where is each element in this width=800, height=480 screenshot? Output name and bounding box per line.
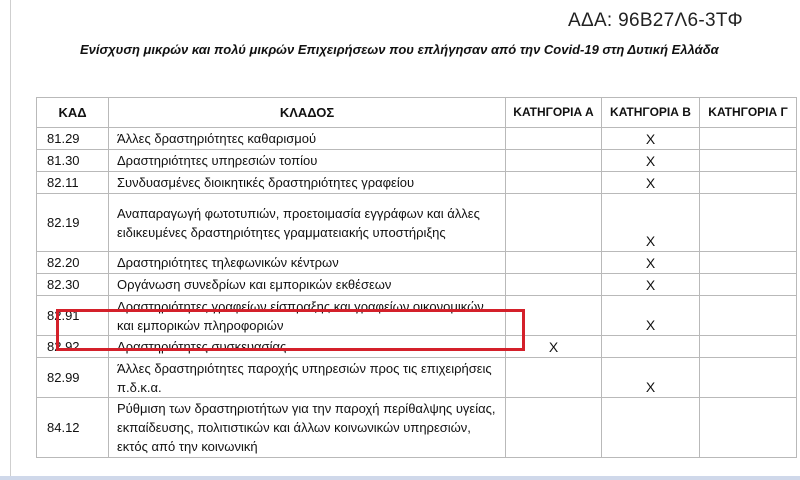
kad-cell: 82.11 [37, 172, 109, 194]
table-row-highlighted [37, 296, 797, 336]
table-row [37, 274, 797, 296]
header-category-a: ΚΑΤΗΓΟΡΙΑ Α [506, 98, 602, 128]
kad-cell: 82.99 [37, 358, 109, 398]
kad-cell: 82.20 [37, 252, 109, 274]
klados-cell: Δραστηριότητες υπηρεσιών τοπίου [109, 150, 506, 172]
category-g-cell [700, 296, 797, 336]
klados-cell: Άλλες δραστηριότητες καθαρισμού [109, 128, 506, 150]
table-row [37, 398, 797, 458]
category-g-cell [700, 194, 797, 252]
category-g-cell [700, 150, 797, 172]
klados-cell: Δραστηριότητες γραφείων είσπραξης και γραφείων οικονομικών και εμπορικών πληροφοριών [109, 296, 506, 336]
header-category-g: ΚΑΤΗΓΟΡΙΑ Γ [700, 98, 797, 128]
category-a-cell [506, 128, 602, 150]
klados-cell: Δραστηριότητες συσκευασίας [109, 336, 506, 358]
category-a-cell: Χ [506, 336, 602, 358]
category-g-cell [700, 358, 797, 398]
category-a-cell [506, 252, 602, 274]
category-a-cell [506, 358, 602, 398]
header-klados: ΚΛΑΔΟΣ [109, 98, 506, 128]
ada-code: ΑΔΑ: 96Β27Λ6-3ΤΦ [568, 10, 743, 31]
page-left-border [10, 0, 11, 480]
category-b-cell: Χ [602, 296, 700, 336]
klados-cell: Δραστηριότητες τηλεφωνικών κέντρων [109, 252, 506, 274]
category-b-cell: Χ [602, 252, 700, 274]
category-b-cell: Χ [602, 358, 700, 398]
category-a-cell [506, 398, 602, 458]
category-g-cell [700, 172, 797, 194]
category-g-cell [700, 252, 797, 274]
kad-cell: 82.92 [37, 336, 109, 358]
category-a-cell [506, 194, 602, 252]
table-row [37, 336, 797, 358]
kad-cell: 82.91 [37, 296, 109, 336]
klados-cell: Συνδυασμένες διοικητικές δραστηριότητες γραφείου [109, 172, 506, 194]
table-row [37, 150, 797, 172]
klados-cell: Άλλες δραστηριότητες παροχής υπηρεσιών προς τις επιχειρήσεις π.δ.κ.α. [109, 358, 506, 398]
category-a-cell [506, 150, 602, 172]
table-row [37, 172, 797, 194]
category-g-cell [700, 128, 797, 150]
klados-cell: Ρύθμιση των δραστηριοτήτων για την παροχή περίθαλψης υγείας, εκπαίδευσης, πολιτιστικών και άλλων κοινωνικών υπηρεσιών, εκτός από την κοινωνική [109, 398, 506, 458]
table-row [37, 194, 797, 252]
category-a-cell [506, 172, 602, 194]
table-row [37, 252, 797, 274]
kad-cell: 82.30 [37, 274, 109, 296]
category-b-cell: Χ [602, 150, 700, 172]
category-g-cell [700, 336, 797, 358]
klados-cell: Οργάνωση συνεδρίων και εμπορικών εκθέσεων [109, 274, 506, 296]
klados-cell: Αναπαραγωγή φωτοτυπιών, προετοιμασία εγγράφων και άλλες ειδικευμένες δραστηριότητες γραμματειακής υποστήριξης [109, 194, 506, 252]
category-b-cell: Χ [602, 194, 700, 252]
bottom-scroll-strip [0, 476, 800, 480]
kad-cell: 81.29 [37, 128, 109, 150]
document-subtitle: Ενίσχυση μικρών και πολύ μικρών Επιχειρήσεων που επλήγησαν από την Covid-19 στη Δυτική Ελλάδα [80, 42, 719, 57]
category-b-cell: Χ [602, 172, 700, 194]
kad-cell: 82.19 [37, 194, 109, 252]
header-kad: ΚΑΔ [37, 98, 109, 128]
table-header-row [37, 98, 797, 128]
category-b-cell [602, 398, 700, 458]
table-row [37, 358, 797, 398]
category-a-cell [506, 296, 602, 336]
category-g-cell [700, 398, 797, 458]
table-row [37, 128, 797, 150]
header-category-b: ΚΑΤΗΓΟΡΙΑ Β [602, 98, 700, 128]
category-b-cell [602, 336, 700, 358]
kad-table [36, 97, 797, 458]
kad-cell: 84.12 [37, 398, 109, 458]
category-b-cell: Χ [602, 128, 700, 150]
category-a-cell [506, 274, 602, 296]
category-b-cell: Χ [602, 274, 700, 296]
category-g-cell [700, 274, 797, 296]
kad-cell: 81.30 [37, 150, 109, 172]
